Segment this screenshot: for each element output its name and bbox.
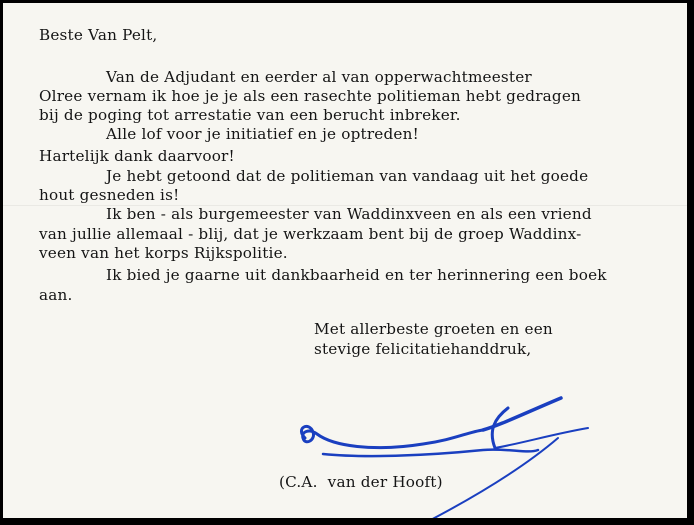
letter-line: aan.: [39, 286, 73, 304]
letter-line: Olree vernam ik hoe je je als een rasechte politieman hebt gedragen: [39, 87, 582, 105]
letter-line: Alle lof voor je initiatief en je optreden!: [106, 125, 419, 143]
letter-line: Ik ben - als burgemeester van Waddinxveen en als een vriend: [106, 205, 592, 223]
letter-line: van jullie allemaal - blij, dat je werkzaam bent bij de groep Waddinx-: [39, 225, 582, 243]
letter-line: hout gesneden is!: [39, 186, 180, 204]
letter-line: bij de poging tot arrestatie van een berucht inbreker.: [39, 106, 461, 124]
letter-line: Van de Adjudant en eerder al van opperwachtmeester: [106, 68, 532, 86]
letter-line: Ik bied je gaarne uit dankbaarheid en ter herinnering een boek: [106, 266, 607, 284]
salutation: Beste Van Pelt,: [39, 26, 158, 44]
letter-line: Hartelijk dank daarvoor!: [39, 147, 235, 165]
letter-page: [3, 3, 687, 518]
signature-strokes: [301, 398, 588, 518]
closing-line: stevige felicitatiehanddruk,: [314, 340, 532, 358]
letter-line: Je hebt getoond dat de politieman van vandaag uit het goede: [106, 167, 589, 185]
letter-line: veen van het korps Rijkspolitie.: [39, 244, 288, 262]
closing-line: Met allerbeste groeten en een: [314, 320, 553, 338]
handwritten-signature: [283, 388, 603, 518]
signer-name: (C.A. van der Hooft): [279, 473, 443, 491]
